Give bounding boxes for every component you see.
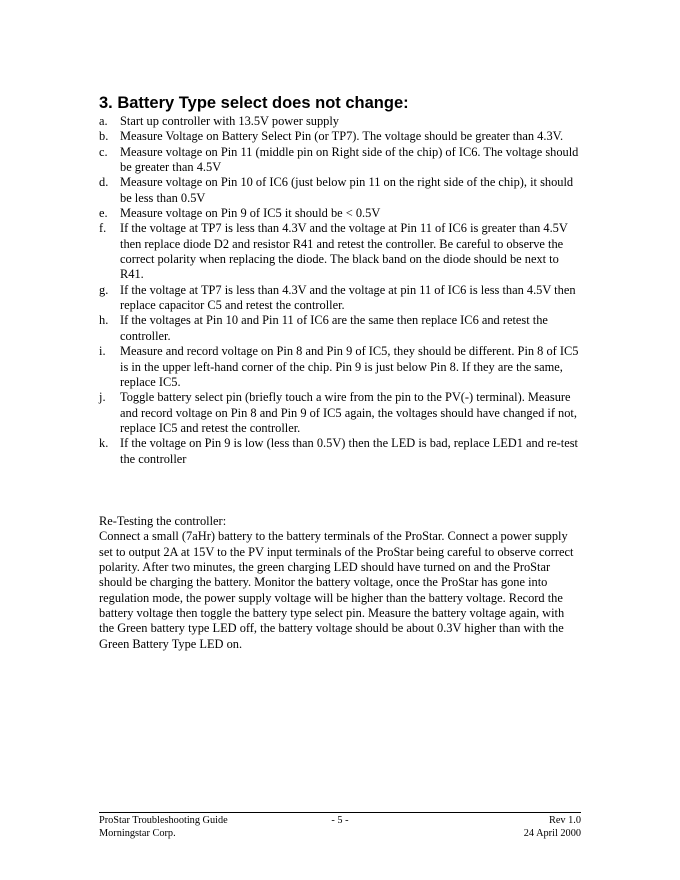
list-item xyxy=(99,436,581,467)
list-item-text: Measure voltage on Pin 10 of IC6 (just below pin 11 on the right side of the chip), it should be less than 0.5V xyxy=(120,175,574,205)
list-item-text: If the voltage at TP7 is less than 4.3V and the voltage at Pin 11 of IC6 is greater than 4.5V then replace diode D2 and resistor R41 and retest the controller. Be careful to observe the correct polarity when replacing the diode. The black band on the diode should be next to R41. xyxy=(120,221,568,282)
list-marker: g. xyxy=(99,282,109,297)
list-marker: c. xyxy=(99,144,108,159)
list-item-text: Measure voltage on Pin 9 of IC5 it should be < 0.5V xyxy=(120,206,381,221)
list-item xyxy=(99,344,581,390)
section-heading: 3. Battery Type select does not change: xyxy=(99,94,409,112)
page-footer xyxy=(99,814,581,840)
footer-divider xyxy=(99,812,581,813)
list-item-text: If the voltage at TP7 is less than 4.3V and the voltage at pin 11 of IC6 is less than 4.5V then replace capacitor C5 and retest the controller. xyxy=(120,282,576,313)
list-item xyxy=(99,283,581,314)
footer-date: 24 April 2000 xyxy=(523,828,581,839)
list-marker: i. xyxy=(99,344,106,359)
list-item xyxy=(99,175,581,206)
footer-title: ProStar Troubleshooting Guide xyxy=(99,815,228,826)
list-item xyxy=(99,129,581,144)
list-marker: k. xyxy=(99,436,109,451)
footer-company: Morningstar Corp. xyxy=(99,828,176,839)
list-item-text: Measure Voltage on Battery Select Pin (or TP7). The voltage should be greater than 4.3V. xyxy=(120,129,564,144)
list-marker: f. xyxy=(99,221,107,236)
list-marker: d. xyxy=(99,175,109,190)
list-item xyxy=(99,313,581,344)
list-item-text: Start up controller with 13.5V power supply xyxy=(120,114,339,128)
list-marker: b. xyxy=(99,129,109,144)
list-item xyxy=(99,145,581,176)
list-item xyxy=(99,390,581,436)
retest-section xyxy=(99,514,581,652)
list-marker: a. xyxy=(99,114,108,128)
list-item xyxy=(99,114,581,129)
troubleshooting-steps xyxy=(99,114,581,467)
retest-title: Re-Testing the controller: xyxy=(99,514,227,528)
list-item-text: Measure and record voltage on Pin 8 and Pin 9 of IC5, they should be different. Pin 8 of IC5 is in the upper left-hand corner of the chip. Pin 9 is just below Pin 8. If they are the same, replace IC5. xyxy=(120,344,579,389)
list-marker: h. xyxy=(99,313,109,328)
retest-body: Connect a small (7aHr) battery to the battery terminals of the ProStar. Connect a power supply set to output 2A at 15V to the PV input terminals of the ProStar being careful to observe correct polarity. After two minutes, the green charging LED should have turned on and the ProStar should be charging the battery. Monitor the battery voltage, once the ProStar has gone into regulation mode, the power supply voltage will be higher than the battery voltage. Record the battery voltage then toggle the battery type select pin. Measure the battery voltage again, with the Green battery type LED off, the battery voltage should be about 0.3V higher than with the Green Battery Type LED on. xyxy=(99,529,574,651)
list-item xyxy=(99,221,581,282)
list-marker: e. xyxy=(99,206,108,221)
list-item-text: If the voltages at Pin 10 and Pin 11 of IC6 are the same then replace IC6 and retest the controller. xyxy=(120,313,548,343)
list-item-text: Measure voltage on Pin 11 (middle pin on Right side of the chip) of IC6. The voltage should be greater than 4.5V xyxy=(120,144,579,175)
footer-revision: Rev 1.0 xyxy=(548,815,581,826)
list-item-text: If the voltage on Pin 9 is low (less than 0.5V) then the LED is bad, replace LED1 and re-test the controller xyxy=(120,436,578,466)
page-number: - 5 - xyxy=(331,815,349,826)
list-marker: j. xyxy=(99,390,106,405)
list-item xyxy=(99,206,581,221)
list-item-text: Toggle battery select pin (briefly touch a wire from the pin to the PV(-) terminal). Measure and record voltage on Pin 8 and Pin 9 of IC5 again, the voltages should have changed if not, replace IC5 and retest the controller. xyxy=(120,390,577,435)
